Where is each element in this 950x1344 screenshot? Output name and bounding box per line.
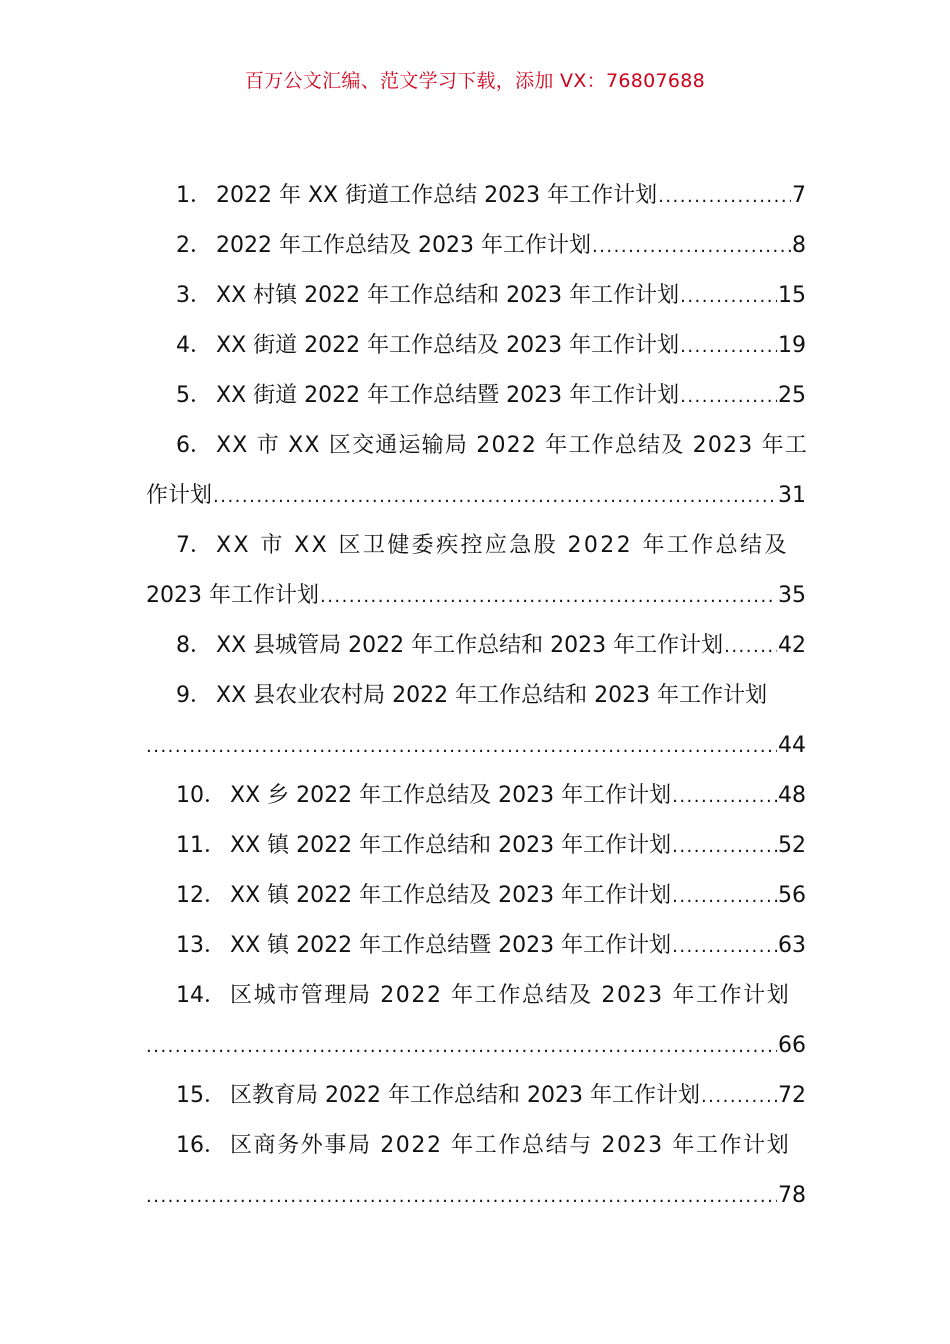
toc-entry-14-continued[interactable] — [146, 1021, 806, 1071]
toc-entry-title-line2: 2023 年工作计划 — [146, 583, 319, 608]
toc-entry-page: 25 — [778, 383, 806, 408]
toc-entry-title-line2: 作计划 — [146, 483, 213, 508]
toc-entry-number: 11． — [176, 833, 226, 858]
toc-entry-title: 区教育局 2022 年工作总结和 2023 年工作计划 — [230, 1083, 700, 1108]
dot-leader — [680, 322, 777, 372]
toc-entry-title-line1: XX 市 XX 区交通运输局 2022 年工作总结及 2023 年工 — [216, 433, 809, 458]
toc-entry-page: 63 — [778, 933, 806, 958]
dot-leader — [672, 872, 777, 922]
toc-entry-number: 1． — [176, 183, 212, 208]
toc-entry-page: 7 — [792, 183, 806, 208]
toc-entry-number: 6． — [176, 433, 212, 458]
toc-entry-title-line1: XX 市 XX 区卫健委疾控应急股 2022 年工作总结及 — [216, 533, 789, 558]
toc-entry-title: 2022 年 XX 街道工作总结 2023 年工作计划 — [216, 183, 658, 208]
toc-entry-title: 2022 年工作总结及 2023 年工作计划 — [216, 233, 591, 258]
dot-leader — [213, 472, 777, 522]
toc-entry-title: XX 街道 2022 年工作总结暨 2023 年工作计划 — [216, 383, 680, 408]
toc-entry-page: 48 — [778, 783, 806, 808]
toc-entry-number: 13． — [176, 933, 226, 958]
dot-leader — [672, 922, 777, 972]
toc-entry-7-continued[interactable] — [146, 571, 806, 621]
toc-entry-title: XX 乡 2022 年工作总结及 2023 年工作计划 — [230, 783, 672, 808]
toc-entry-page: 52 — [778, 833, 806, 858]
toc-entry-2[interactable] — [146, 221, 806, 271]
toc-entry-number: 9． — [176, 683, 212, 708]
toc-entry-number: 15． — [176, 1083, 226, 1108]
dot-leader — [672, 772, 777, 822]
toc-entry-3[interactable] — [146, 271, 806, 321]
toc-entry-number: 8． — [176, 633, 212, 658]
toc-entry-12[interactable] — [146, 871, 806, 921]
toc-entry-6-continued[interactable] — [146, 471, 806, 521]
toc-entry-number: 4． — [176, 333, 212, 358]
toc-entry-title: XX 镇 2022 年工作总结及 2023 年工作计划 — [230, 883, 672, 908]
toc-entry-page: 8 — [792, 233, 806, 258]
toc-entry-number: 16． — [176, 1133, 226, 1158]
toc-entry-10[interactable] — [146, 771, 806, 821]
toc-entry-number: 5． — [176, 383, 212, 408]
toc-entry-number: 10． — [176, 783, 226, 808]
toc-entry-9-continued[interactable] — [146, 721, 806, 771]
dot-leader — [680, 372, 777, 422]
dot-leader — [672, 822, 777, 872]
toc-entry-number: 2． — [176, 233, 212, 258]
toc-entry-title: XX 镇 2022 年工作总结和 2023 年工作计划 — [230, 833, 672, 858]
toc-entry-page: 44 — [778, 733, 806, 758]
toc-entry-page: 66 — [778, 1033, 806, 1058]
dot-leader — [658, 172, 791, 222]
toc-entry-page: 35 — [778, 583, 806, 608]
dot-leader — [701, 1072, 777, 1122]
toc-entry-14[interactable] — [146, 971, 806, 1021]
toc-entry-1[interactable] — [146, 171, 806, 221]
dot-leader — [680, 272, 777, 322]
toc-entry-16-continued[interactable] — [146, 1171, 806, 1221]
toc-entry-title: XX 村镇 2022 年工作总结和 2023 年工作计划 — [216, 283, 680, 308]
table-of-contents — [146, 171, 809, 1221]
toc-entry-number: 14． — [176, 983, 226, 1008]
page-header-watermark: 百万公文汇编、范文学习下载，添加 VX：76807688 — [244, 70, 706, 92]
toc-entry-4[interactable] — [146, 321, 806, 371]
toc-entry-5[interactable] — [146, 371, 806, 421]
toc-entry-6[interactable] — [146, 421, 809, 471]
dot-leader — [146, 1022, 777, 1072]
dot-leader — [724, 622, 777, 672]
toc-entry-number: 3． — [176, 283, 212, 308]
toc-entry-page: 56 — [778, 883, 806, 908]
toc-entry-15[interactable] — [146, 1071, 806, 1121]
toc-entry-number: 12． — [176, 883, 226, 908]
dot-leader — [592, 222, 791, 272]
toc-entry-16[interactable] — [146, 1121, 806, 1171]
toc-entry-title: XX 街道 2022 年工作总结及 2023 年工作计划 — [216, 333, 680, 358]
toc-entry-title: XX 县城管局 2022 年工作总结和 2023 年工作计划 — [216, 633, 724, 658]
toc-entry-page: 31 — [778, 483, 806, 508]
toc-entry-title-line1: 区商务外事局 2022 年工作总结与 2023 年工作计划 — [230, 1133, 791, 1158]
toc-entry-title-line1: 区城市管理局 2022 年工作总结及 2023 年工作计划 — [230, 983, 791, 1008]
toc-entry-number: 7． — [176, 533, 212, 558]
toc-entry-13[interactable] — [146, 921, 806, 971]
toc-entry-page: 42 — [778, 633, 806, 658]
toc-entry-page: 19 — [778, 333, 806, 358]
dot-leader — [146, 722, 777, 772]
toc-entry-9[interactable] — [146, 671, 806, 721]
toc-entry-11[interactable] — [146, 821, 806, 871]
dot-leader — [146, 1172, 777, 1222]
toc-entry-7[interactable] — [146, 521, 806, 571]
toc-entry-title-line1: XX 县农业农村局 2022 年工作总结和 2023 年工作计划 — [216, 683, 768, 708]
dot-leader — [320, 572, 777, 622]
toc-entry-page: 72 — [778, 1083, 806, 1108]
toc-entry-page: 15 — [778, 283, 806, 308]
toc-entry-page: 78 — [778, 1183, 806, 1208]
toc-entry-8[interactable] — [146, 621, 806, 671]
toc-entry-title: XX 镇 2022 年工作总结暨 2023 年工作计划 — [230, 933, 672, 958]
